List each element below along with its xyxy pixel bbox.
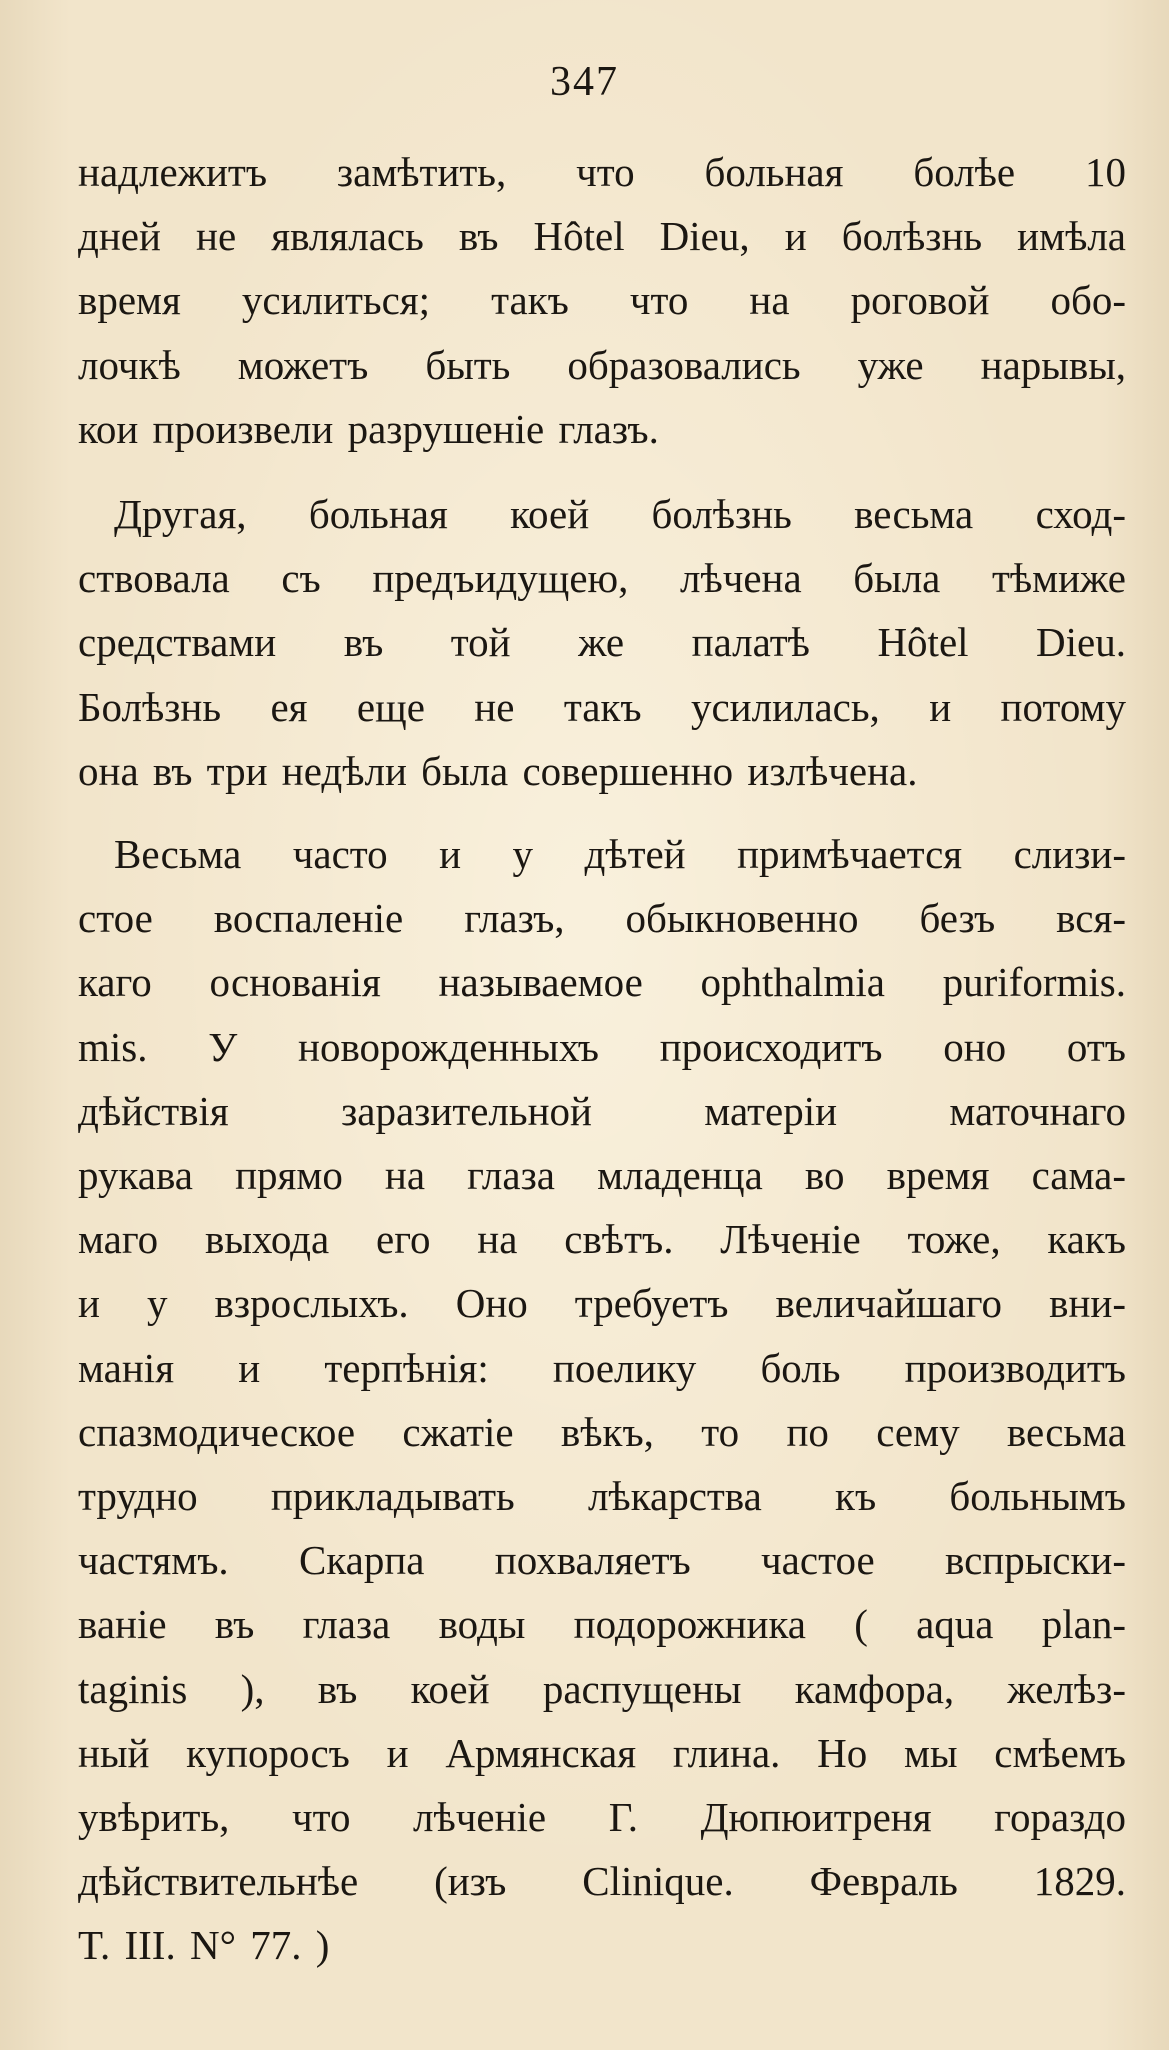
text-line: стое воспаленіе глазъ, обыкновенно безъ вся- bbox=[78, 895, 1126, 942]
page-number: 347 bbox=[550, 59, 619, 105]
text-line: манія и терпѣнія: поелику боль производитъ bbox=[78, 1344, 1126, 1391]
text-line: ваніе въ глаза воды подорожника ( aqua plan- bbox=[78, 1601, 1126, 1648]
text-line: время усилиться; такъ что на роговой обо- bbox=[78, 277, 1126, 324]
text-line: Весьма часто и у дѣтей примѣчается слизи- bbox=[114, 831, 1126, 877]
text-line: mis. У новорожденныхъ происходитъ оно отъ bbox=[78, 1023, 1126, 1070]
text-line: ный купоросъ и Армянская глина. Но мы смѣемъ bbox=[78, 1729, 1126, 1776]
paragraph-1 bbox=[78, 140, 1126, 461]
text-line: лочкѣ можетъ быть образовались уже нарывы, bbox=[78, 341, 1126, 388]
text-line: частямъ. Скарпа похваляетъ частое вспрыски- bbox=[78, 1537, 1126, 1584]
text-line: каго основанія называемое ophthalmia puriformis. bbox=[78, 959, 1126, 1006]
paragraph-2 bbox=[78, 482, 1126, 803]
text-line: taginis ), въ коей распущены камфора, желѣз- bbox=[78, 1665, 1126, 1712]
text-line: рукава прямо на глаза младенца во время сама- bbox=[78, 1152, 1126, 1199]
text-line: и у взрослыхъ. Оно требуетъ величайшаго вни- bbox=[78, 1280, 1126, 1327]
text-line: ствовала съ предъидущею, лѣчена была тѣмиже bbox=[78, 555, 1126, 602]
text-line: трудно прикладывать лѣкарства къ больнымъ bbox=[78, 1473, 1126, 1520]
text-line: дѣйствія заразительной матеріи маточнаго bbox=[78, 1087, 1126, 1134]
text-line: Другая, больная коей болѣзнь весьма сход- bbox=[114, 491, 1126, 537]
text-line: кои произвели разрушеніе глазъ. bbox=[78, 405, 659, 452]
text-line: спазмодическое сжатіе вѣкъ, то по сему весьма bbox=[78, 1408, 1126, 1455]
text-line: средствами въ той же палатѣ Hôtel Dieu. bbox=[78, 619, 1126, 666]
text-line: она въ три недѣли была совершенно излѣчена. bbox=[78, 747, 918, 794]
text-line: маго выхода его на свѣтъ. Лѣченіе тоже, какъ bbox=[78, 1216, 1126, 1263]
text-line: Болѣзнь ея еще не такъ усилилась, и потому bbox=[78, 683, 1126, 730]
text-line: T. III. N° 77. ) bbox=[78, 1922, 330, 1969]
text-line: надлежитъ замѣтить, что больная болѣе 10 bbox=[78, 149, 1126, 195]
text-line: увѣрить, что лѣченіе Г. Дюпюитреня гораздо bbox=[78, 1794, 1126, 1841]
text-line: дней не являлась въ Hôtel Dieu, и болѣзнь имѣла bbox=[78, 213, 1126, 260]
text-line: дѣйствительнѣе (изъ Clinique. Февраль 1829. bbox=[78, 1858, 1126, 1905]
paragraph-3 bbox=[78, 822, 1126, 1978]
